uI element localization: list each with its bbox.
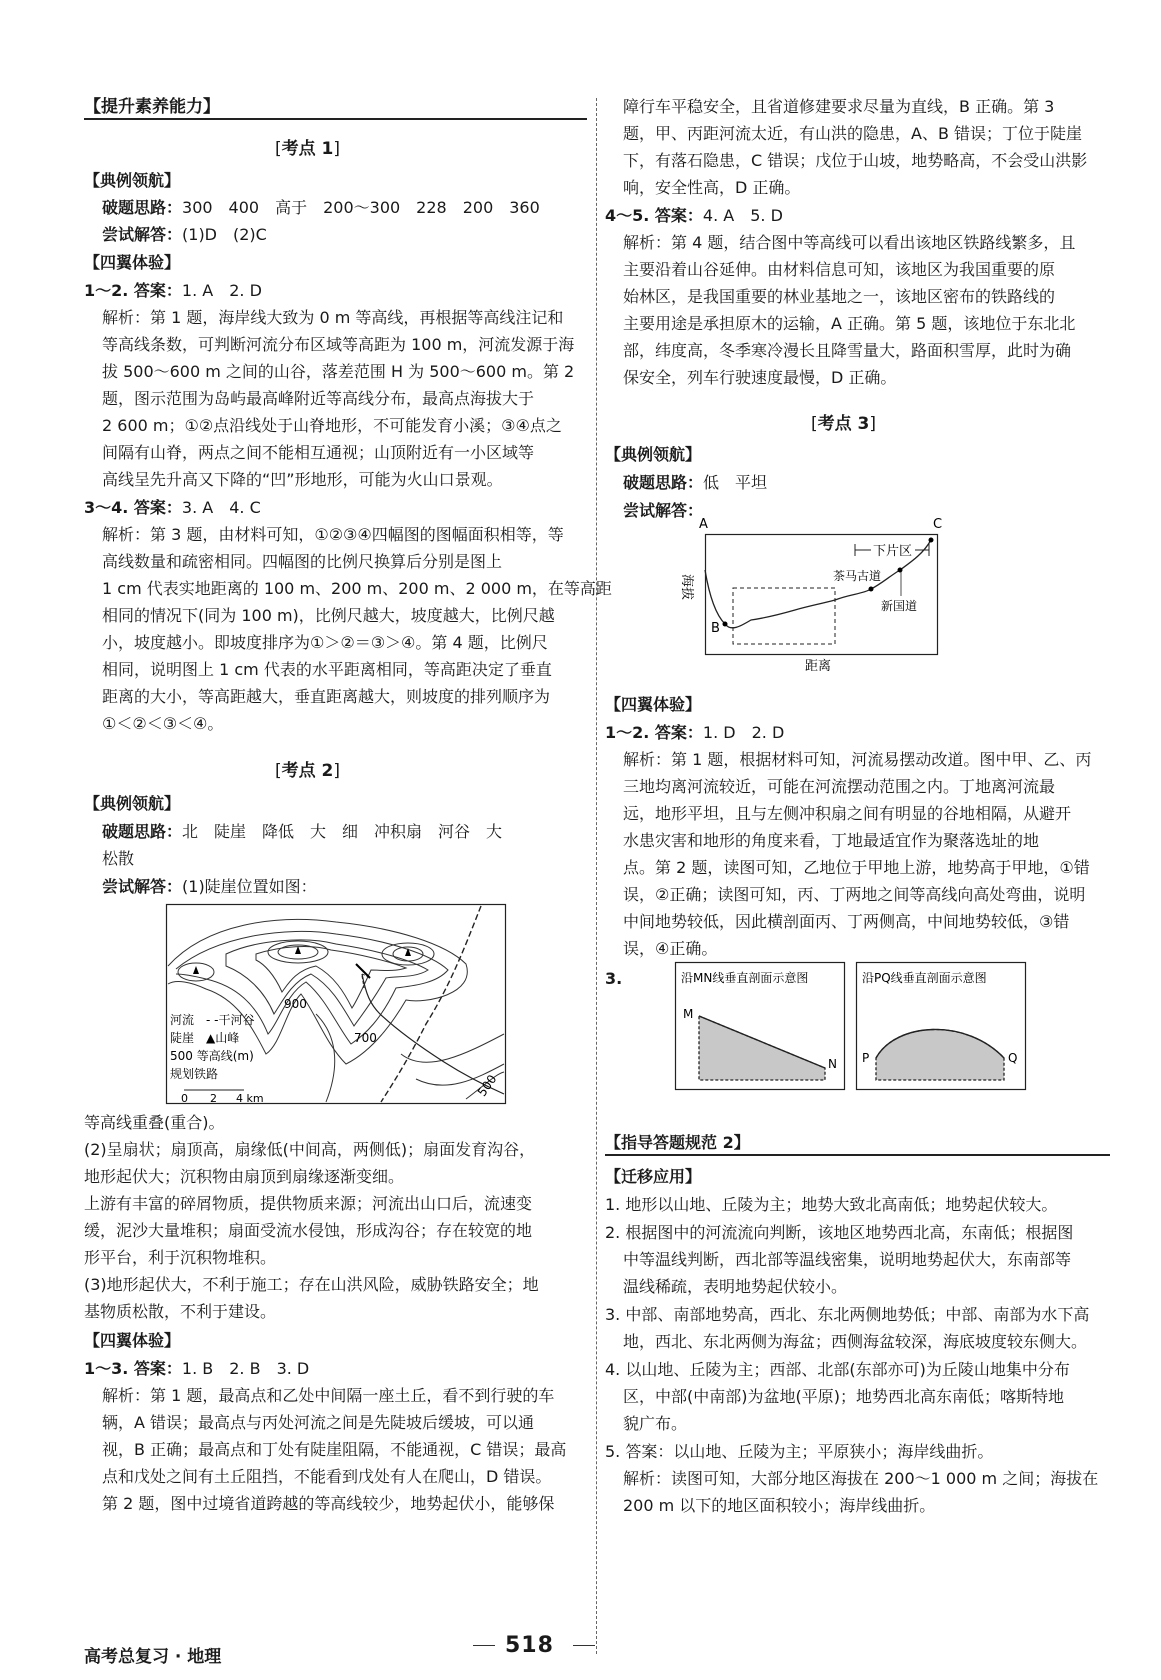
text-line: 第 2 题，图中过境省道跨越的等高线较少，地势起伏小，能够保 bbox=[102, 1494, 555, 1513]
text-line: 基物质松散，不利于建设。 bbox=[84, 1302, 277, 1321]
section-title: 【提升素养能力】 bbox=[84, 96, 587, 120]
label-a: A bbox=[699, 517, 708, 532]
y-axis-label: 海拔 bbox=[679, 574, 694, 601]
label-q: Q bbox=[1008, 1051, 1018, 1065]
text-line: 200 m 以下的地区面积较小；海岸线曲折。 bbox=[623, 1496, 936, 1515]
kaodian3-title: [ 考点 3 ] bbox=[805, 409, 882, 434]
text-line: 4. 以山地、丘陵为主；西部、北部(东部亦可)为丘陵山地集中分布 bbox=[605, 1360, 1070, 1379]
poti-line: 破题思路：300 400 高于 200～300 228 200 360 bbox=[102, 198, 540, 217]
label-tea-horse-road: 茶马古道 bbox=[833, 569, 882, 583]
text-line: 题，图示范围为岛屿最高峰附近等高线分布，最高点海拔大于 bbox=[102, 389, 535, 408]
text-line: 水患灾害和地形的角度来看，丁地最适宜作为聚落选址的地 bbox=[623, 831, 1040, 850]
text-line: 上游有丰富的碎屑物质，提供物质来源；河流出山口后，流速变 bbox=[84, 1194, 533, 1213]
text-line: 主要用途是承担原木的运输，A 正确。第 5 题，该地位于东北北 bbox=[623, 314, 1076, 333]
text-line: 解析：第 1 题，最高点和乙处中间隔一座土丘，看不到行驶的车 bbox=[102, 1386, 555, 1405]
text-line: 保安全，列车行驶速度最慢，D 正确。 bbox=[623, 368, 897, 387]
legend-railway: 规划铁路 bbox=[170, 1067, 219, 1081]
text-line: 距离的大小，等高距越大，垂直距离越大，则坡度的排列顺序为 bbox=[102, 687, 551, 706]
text-line: 误，②正确；读图可知，丙、丁两地之间等高线向高处弯曲，说明 bbox=[623, 885, 1086, 904]
label-new-road: 新国道 bbox=[881, 599, 918, 613]
text-line: 解析：读图可知，大部分地区海拔在 200～1 000 m 之间；海拔在 bbox=[623, 1469, 1099, 1488]
point-c bbox=[929, 538, 934, 543]
changshi-line: 尝试解答： bbox=[623, 501, 704, 520]
column-divider bbox=[596, 98, 597, 1654]
dianli-header: 【典例领航】 bbox=[84, 171, 181, 190]
scale-label: 2 bbox=[210, 1092, 217, 1105]
q3-label: 3. bbox=[605, 969, 623, 988]
contour-label-900: 900 bbox=[284, 997, 307, 1011]
text-line: 解析：第 3 题，由材料可知，①②③④四幅图的图幅面积相等，等 bbox=[102, 525, 564, 544]
changshi-line: 尝试解答：(1)D (2)C bbox=[102, 225, 267, 244]
answer-line: 4～5. 答案：4. A 5. D bbox=[605, 206, 783, 225]
answer-line: 1～3. 答案：1. B 2. B 3. D bbox=[84, 1359, 310, 1378]
legend-cliff: 陡崖 ▲山峰 bbox=[170, 1031, 240, 1045]
text-line: 1. 地形以山地、丘陵为主；地势大致北高南低；地势起伏较大。 bbox=[605, 1195, 1058, 1214]
scale-label: 0 bbox=[181, 1092, 188, 1105]
label-c: C bbox=[933, 517, 943, 532]
text-line: 解析：第 1 题，海岸线大致为 0 m 等高线，再根据等高线注记和 bbox=[102, 308, 564, 327]
contour-map bbox=[166, 904, 506, 1104]
text-line: 2. 根据图中的河流流向判断，该地区地势西北高，东南低；根据图 bbox=[605, 1223, 1074, 1242]
point-b bbox=[723, 622, 728, 627]
diagram-title: 沿PQ线垂直剖面示意图 bbox=[862, 971, 987, 985]
answer-line: 1～2. 答案：1. D 2. D bbox=[605, 723, 785, 742]
diagram-title: 沿MN线垂直剖面示意图 bbox=[681, 971, 809, 985]
text-line: 形平台，利于沉积物堆积。 bbox=[84, 1248, 277, 1267]
kaodian1-title: [ 考点 1 ] bbox=[269, 134, 346, 159]
pq-section-diagram bbox=[856, 962, 1026, 1090]
siyi-header: 【四翼体验】 bbox=[84, 1331, 181, 1350]
scale-label: 4 km bbox=[236, 1092, 264, 1105]
kaodian2-title: [ 考点 2 ] bbox=[269, 756, 346, 781]
page-dash bbox=[473, 1645, 495, 1646]
text-line: 地，西北、东北两侧为海盆；西侧海盆较深，海底坡度较东侧大。 bbox=[623, 1332, 1088, 1351]
text-line: 温线稀疏，表明地势起伏较小。 bbox=[623, 1277, 848, 1296]
answer-line: 1～2. 答案：1. A 2. D bbox=[84, 281, 262, 300]
text-line: 区，中部(中南部)为盆地(平原)；地势西北高东南低；喀斯特地 bbox=[623, 1387, 1064, 1406]
text-line: 等高线条数，可判断河流分布区域等高距为 100 m，河流发源于海 bbox=[102, 335, 575, 354]
legend-contour: 500 等高线(m) bbox=[170, 1049, 254, 1063]
poti-line: 破题思路：北 陡崖 降低 大 细 冲积扇 河谷 大 bbox=[102, 822, 503, 841]
text-line: 相同的情况下(同为 100 m)，比例尺越大，坡度越大，比例尺越 bbox=[102, 606, 555, 625]
point-tea-horse-road bbox=[869, 587, 874, 592]
text-line: 点和戊处之间有土丘阻挡，不能看到戊处有人在爬山，D 错误。 bbox=[102, 1467, 552, 1486]
text-line: 中等温线判断，西北部等温线密集，说明地势起伏大，东南部等 bbox=[623, 1250, 1072, 1269]
elevation-profile bbox=[679, 514, 955, 674]
changshi-line: 尝试解答：(1)陡崖位置如图： bbox=[102, 877, 317, 896]
text-line: 下，有落石隐患，C 错误；戊位于山坡，地势略高，不会受山洪影 bbox=[623, 151, 1088, 170]
page-number: 518 bbox=[505, 1633, 554, 1658]
text-line: 障行车平稳安全，且省道修建要求尽量为直线，B 正确。第 3 bbox=[623, 97, 1055, 116]
text-line: 辆，A 错误；最高点与丙处河流之间是先陡坡后缓坡，可以通 bbox=[102, 1413, 535, 1432]
contour-label-500: 500 bbox=[474, 1072, 500, 1099]
contour-label-700: 700 bbox=[354, 1031, 377, 1045]
poti-line-2: 松散 bbox=[102, 849, 135, 868]
label-m: M bbox=[683, 1007, 694, 1021]
text-line: 响，安全性高，D 正确。 bbox=[623, 178, 801, 197]
x-axis-label: 距离 bbox=[805, 659, 832, 674]
text-line: 中间地势较低，因此横剖面丙、丁两侧高，中间地势较低，③错 bbox=[623, 912, 1070, 931]
text-line: 3. 中部、南部地势高，西北、东北两侧地势低；中部、南部为水下高 bbox=[605, 1305, 1090, 1324]
text-line: 误，④正确。 bbox=[623, 939, 718, 958]
text-line: 小，坡度越小。即坡度排序为①＞②＝③＞④。第 4 题，比例尺 bbox=[102, 633, 548, 652]
text-line: (3)地形起伏大，不利于施工；存在山洪风险，威胁铁路安全；地 bbox=[84, 1275, 539, 1294]
siyi-header: 【四翼体验】 bbox=[605, 695, 702, 714]
text-line: 三地均离河流较近，可能在河流摆动范围之内。丁地离河流最 bbox=[623, 777, 1056, 796]
poti-line: 破题思路：低 平坦 bbox=[623, 473, 768, 492]
dianli-header: 【典例领航】 bbox=[605, 445, 702, 464]
label-p: P bbox=[862, 1051, 870, 1065]
siyi-header: 【四翼体验】 bbox=[84, 253, 181, 272]
text-line: (2)呈扇状；扇顶高，扇缘低(中间高，两侧低)；扇面发育沟谷， bbox=[84, 1140, 536, 1159]
text-line: 解析：第 1 题，根据材料可知，河流易摆动改道。图中甲、乙、丙 bbox=[623, 750, 1092, 769]
text-line: 部，纬度高，冬季寒冷漫长且降雪量大，路面积雪厚，此时为确 bbox=[623, 341, 1072, 360]
text-line: 1 cm 代表实地距离的 100 m、200 m、200 m、2 000 m，在等高距 bbox=[102, 579, 612, 598]
text-line: 解析：第 4 题，结合图中等高线可以看出该地区铁路线繁多，且 bbox=[623, 233, 1076, 252]
text-line: 题，甲、丙距河流太近，有山洪的隐患，A、B 错误；丁位于陡崖 bbox=[623, 124, 1083, 143]
text-line: 始林区，是我国重要的林业基地之一，该地区密布的铁路线的 bbox=[623, 287, 1056, 306]
mn-section-diagram bbox=[675, 962, 845, 1090]
answer-line: 3～4. 答案：3. A 4. C bbox=[84, 498, 261, 517]
text-line: 高线呈先升高又下降的“凹”形地形，可能为火山口景观。 bbox=[102, 470, 503, 489]
label-b: B bbox=[711, 621, 720, 636]
text-line: 地形起伏大；沉积物由扇顶到扇缘逐渐变细。 bbox=[84, 1167, 405, 1186]
zhidao-header: 【指导答题规范 2】 bbox=[605, 1132, 1110, 1156]
text-line: 视，B 正确；最高点和丁处有陡崖阻隔，不能通视，C 错误；最高 bbox=[102, 1440, 567, 1459]
point-new-road bbox=[898, 568, 903, 573]
dianli-header: 【典例领航】 bbox=[84, 794, 181, 813]
text-line: 2 600 m；①②点沿线处于山脊地形，不可能发育小溪；③④点之 bbox=[102, 416, 562, 435]
text-line: 相同，说明图上 1 cm 代表的水平距离相同，等高距决定了垂直 bbox=[102, 660, 552, 679]
text-line: 貌广布。 bbox=[623, 1414, 688, 1433]
text-line: 高线数量和疏密相同。四幅图的比例尺换算后分别是图上 bbox=[102, 552, 503, 571]
page-dash bbox=[573, 1645, 595, 1646]
text-line: 缓，泥沙大量堆积；扇面受流水侵蚀，形成沟谷；存在较宽的地 bbox=[84, 1221, 533, 1240]
qianyi-header: 【迁移应用】 bbox=[605, 1167, 702, 1186]
text-line: 5. 答案：以山地、丘陵为主；平原狭小；海岸线曲折。 bbox=[605, 1442, 994, 1461]
label-xiapianqu: 下片区 bbox=[873, 544, 913, 559]
label-n: N bbox=[828, 1057, 837, 1071]
book-title: 高考总复习 · 地理 bbox=[84, 1647, 222, 1667]
text-line: 间隔有山脊，两点之间不能相互通视；山顶附近有一小区域等 bbox=[102, 443, 535, 462]
text-line: 点。第 2 题，读图可知，乙地位于甲地上游，地势高于甲地，①错 bbox=[623, 858, 1090, 877]
legend-river: 河流 - -干河谷 bbox=[170, 1013, 255, 1027]
text-line: 等高线重叠(重合)。 bbox=[84, 1113, 225, 1132]
text-line: 主要沿着山谷延伸。由材料信息可知，该地区为我国重要的原 bbox=[623, 260, 1056, 279]
text-line: ①＜②＜③＜④。 bbox=[102, 714, 224, 733]
text-line: 远，地形平坦，且与左侧冲积扇之间有明显的谷地相隔，从避开 bbox=[623, 804, 1072, 823]
text-line: 拔 500～600 m 之间的山谷，落差范围 H 为 500～600 m。第 2 bbox=[102, 362, 575, 381]
